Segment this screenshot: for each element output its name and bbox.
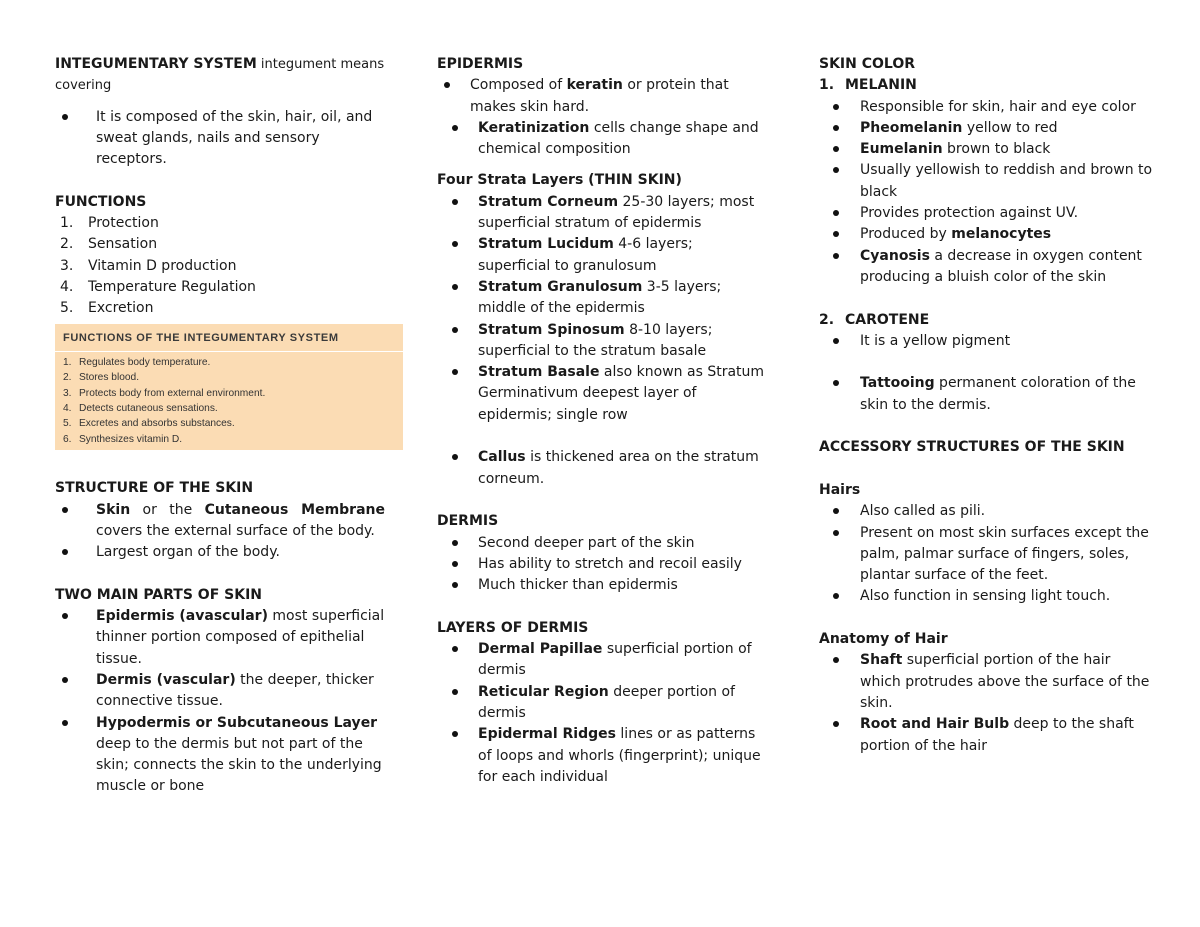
list-item: Hypodermis or Subcutaneous Layer deep to the dermis but not part of the skin; connects the skin to the underlying muscle or bone [55, 713, 385, 798]
column-1 [55, 54, 385, 798]
parts-list [55, 606, 385, 798]
strata-list [437, 192, 767, 426]
dermis-list [437, 533, 767, 597]
list-item: Stratum Corneum 25-30 layers; most superficial stratum of epidermis [437, 192, 767, 235]
list-item: Stratum Spinosum 8-10 layers; superficial to the stratum basale [437, 320, 767, 363]
structure-list [55, 500, 385, 564]
list-item: Tattooing permanent coloration of the skin to the dermis. [819, 373, 1154, 416]
list-item: Usually yellowish to reddish and brown to black [819, 160, 1154, 203]
structure-heading: STRUCTURE OF THE SKIN [55, 480, 254, 497]
hairs-list [819, 501, 1154, 607]
list-item: Skin or the Cutaneous Membrane covers the external surface of the body. [55, 500, 385, 543]
list-item: Callus is thickened area on the stratum corneum. [437, 447, 767, 490]
epidermis-list [437, 75, 767, 160]
functions-image-box [55, 324, 403, 451]
skin-color-heading: SKIN COLOR [819, 56, 916, 72]
list-item: Keratinization cells change shape and chemical composition [437, 118, 767, 161]
list-item: Pheomelanin yellow to red [819, 118, 1154, 139]
epidermis-heading: EPIDERMIS [437, 56, 524, 72]
list-item: 1. Protection [60, 215, 159, 232]
dermis-layers-list [437, 639, 767, 788]
list-item: Dermis (vascular) the deeper, thicker connective tissue. [55, 670, 385, 713]
hair-anatomy-list [819, 650, 1154, 756]
hairs-heading: Hairs [819, 481, 861, 498]
melanin-list [819, 97, 1154, 289]
accessory-heading: ACCESSORY STRUCTURES OF THE SKIN [819, 439, 1125, 456]
list-item: 3. Protects body from external environment. [63, 387, 266, 399]
list-item: Responsible for skin, hair and eye color [819, 97, 1154, 118]
list-item: Composed of keratin or protein that makes skin hard. [437, 75, 767, 118]
list-item: Shaft superficial portion of the hair which protrudes above the surface of the skin. [819, 650, 1154, 714]
list-item: Stratum Granulosum 3-5 layers; middle of the epidermis [437, 277, 767, 320]
list-item: 5. Excretes and absorbs substances. [63, 418, 235, 430]
system-title: INTEGUMENTARY SYSTEM [55, 56, 257, 72]
carotene-list [819, 331, 1154, 352]
list-item: Present on most skin surfaces except the palm, palmar surface of fingers, soles, plantar surface of the feet. [819, 523, 1154, 587]
list-item: 4. Detects cutaneous sensations. [63, 403, 218, 415]
list-item: Second deeper part of the skin [437, 533, 767, 554]
functions-heading: FUNCTIONS [55, 193, 147, 210]
list-item: It is a yellow pigment [819, 331, 1154, 352]
system-title-definition: integument means covering [55, 57, 385, 94]
list-item: 2. Sensation [60, 236, 158, 253]
list-item: 3. Vitamin D production [60, 257, 237, 274]
list-item: 6. Synthesizes vitamin D. [63, 433, 183, 445]
dermis-layers-heading: LAYERS OF DERMIS [437, 619, 589, 636]
list-item: Stratum Basale also known as Stratum Germinativum deepest layer of epidermis; single row [437, 362, 767, 426]
column-2 [437, 54, 767, 788]
list-item: Also called as pili. [819, 501, 1154, 522]
intro-paragraph [55, 54, 385, 97]
strata-heading: Four Strata Layers (THIN SKIN) [437, 172, 682, 189]
parts-heading: TWO MAIN PARTS OF SKIN [55, 586, 262, 603]
list-item: 2. Stores blood. [63, 372, 140, 384]
functions-box-list [55, 352, 403, 450]
melanin-heading: 1. MELANIN [819, 77, 917, 94]
intro-list [55, 107, 385, 171]
list-item: Much thicker than epidermis [437, 575, 767, 596]
callus-list [437, 447, 767, 490]
list-item: Stratum Lucidum 4-6 layers; superficial to granulosum [437, 234, 767, 277]
list-item: Also function in sensing light touch. [819, 586, 1154, 607]
list-item: Reticular Region deeper portion of dermis [437, 682, 767, 725]
list-item: 5. Excretion [60, 300, 154, 317]
tattoo-list [819, 373, 1154, 416]
functions-list [55, 213, 385, 319]
list-item: Cyanosis a decrease in oxygen content producing a bluish color of the skin [819, 246, 1154, 289]
list-item: 4. Temperature Regulation [60, 278, 256, 295]
list-item: 1. Regulates body temperature. [63, 356, 211, 368]
column-3 [819, 54, 1154, 757]
functions-box-title: FUNCTIONS OF THE INTEGUMENTARY SYSTEM [55, 324, 403, 352]
list-item: Epidermal Ridges lines or as patterns of loops and whorls (fingerprint); unique for each individual [437, 724, 767, 788]
list-item: Root and Hair Bulb deep to the shaft portion of the hair [819, 714, 1154, 757]
list-item: Has ability to stretch and recoil easily [437, 554, 767, 575]
list-item: Eumelanin brown to black [819, 139, 1154, 160]
dermis-heading: DERMIS [437, 513, 499, 530]
hair-anatomy-heading: Anatomy of Hair [819, 631, 948, 648]
list-item: Produced by melanocytes [819, 224, 1154, 245]
list-item: It is composed of the skin, hair, oil, and sweat glands, nails and sensory receptors. [55, 107, 385, 171]
carotene-heading: 2. CAROTENE [819, 311, 930, 328]
list-item: Largest organ of the body. [55, 542, 385, 563]
list-item: Dermal Papillae superficial portion of dermis [437, 639, 767, 682]
list-item: Epidermis (avascular) most superficial thinner portion composed of epithelial tissue. [55, 606, 385, 670]
list-item: Provides protection against UV. [819, 203, 1154, 224]
